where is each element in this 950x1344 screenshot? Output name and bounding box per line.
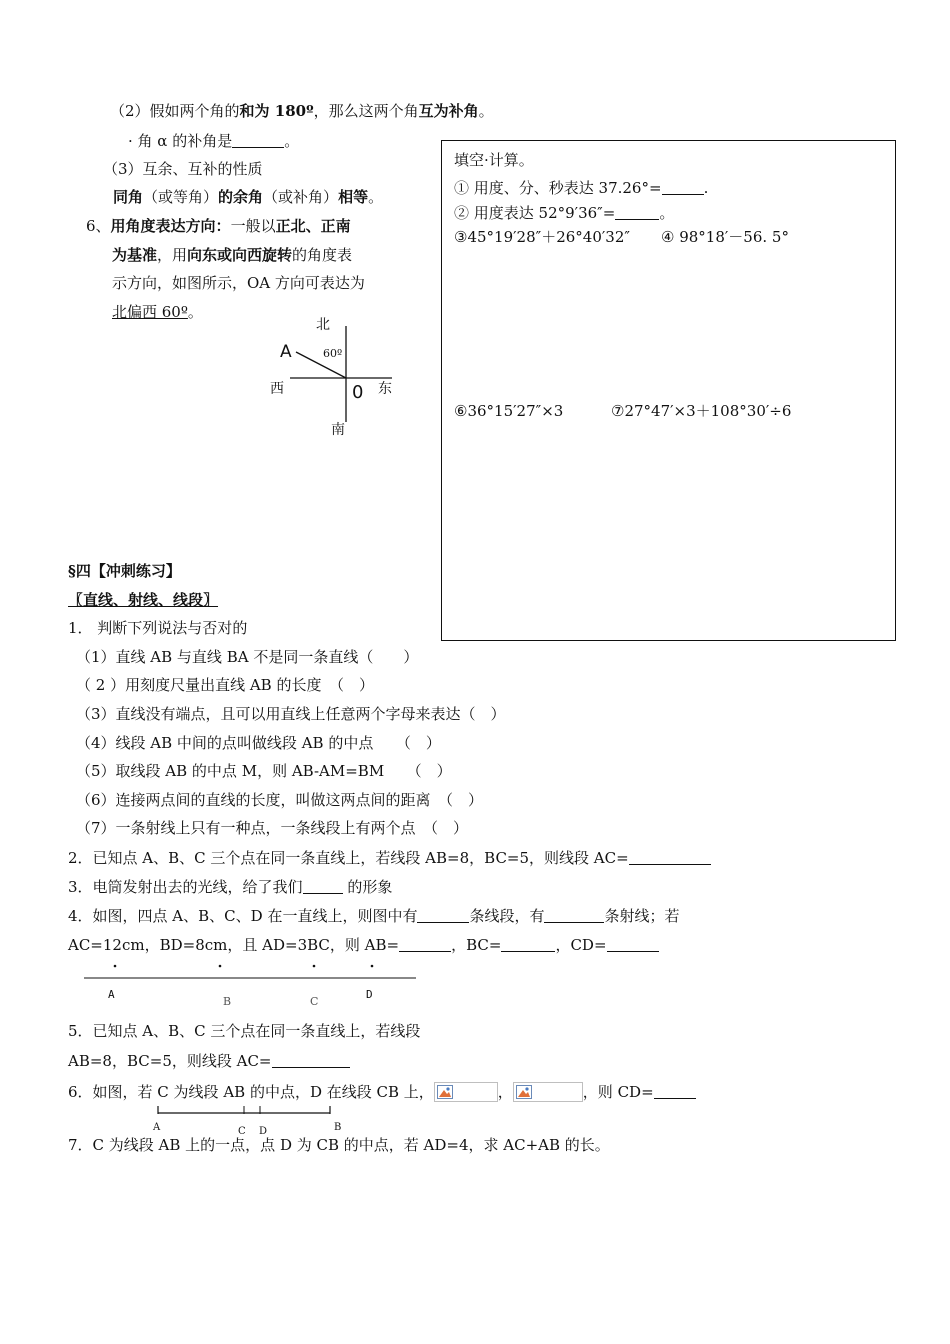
- q6-label-c: C: [238, 1126, 246, 1137]
- property-line: 同角（或等角）的余角（或补角）相等。: [113, 188, 384, 206]
- q1-item: （3）直线没有端点，且可以用直线上任意两个字母来表达（ ）: [76, 705, 506, 723]
- q6-label-d: D: [259, 1126, 268, 1137]
- q4-label-c: C: [310, 995, 319, 1008]
- q4-ab-blank[interactable]: [399, 937, 451, 952]
- item6-line1: 6、用角度表达方向：一般以正北、正南: [86, 217, 351, 235]
- box-q1: ① 用度、分、秒表达 37.26°= .: [454, 179, 709, 197]
- alpha-supplement-line: · 角 α 的补角是 。: [128, 132, 300, 150]
- item6-line2: 为基准，用向东或向西旋转的角度表: [112, 246, 353, 264]
- west-label: 西: [270, 381, 284, 397]
- box-q3: ③45°19′28″＋26°40′32″: [454, 228, 630, 246]
- item6-line3: 示方向，如图所示，OA 方向可表达为: [112, 274, 365, 292]
- box-q7: ⑦27°47′×3＋108°30′÷6: [611, 402, 792, 420]
- q4-point-d: [371, 965, 374, 968]
- north-label: 北: [316, 317, 330, 333]
- angle-label: 60º: [323, 347, 343, 360]
- q4-point-b: [219, 965, 222, 968]
- q2-blank[interactable]: [629, 850, 711, 865]
- broken-image-icon: [437, 1085, 453, 1099]
- alpha-blank[interactable]: [232, 133, 284, 148]
- q4-segments-blank[interactable]: [417, 908, 469, 923]
- question-7: 7．C 为线段 AB 上的一点，点 D 为 CB 的中点，若 AD=4，求 AC+AB 的长。: [68, 1136, 610, 1154]
- east-label: 东: [378, 381, 392, 397]
- question-4-line2: AC=12cm，BD=8cm，且 AD=3BC，则 AB= ，BC= ，CD=: [68, 937, 659, 953]
- question-3: 3．电筒发射出去的光线，给了我们 的形象: [68, 878, 393, 896]
- q4-line-diagram: [80, 960, 420, 984]
- box-title: 填空·计算。: [454, 151, 534, 169]
- section-title: §四【冲刺练习】: [68, 562, 181, 580]
- question-6: 6．如图，若 C 为线段 AB 的中点，D 在线段 CB 上， ， ，则 CD=: [68, 1082, 696, 1102]
- q4-cd-blank[interactable]: [607, 937, 659, 952]
- point-a-label: A: [280, 342, 292, 362]
- q1-item: （ 2 ）用刻度尺量出直线 AB 的长度 （ ）: [76, 676, 374, 694]
- box-q1-blank[interactable]: [662, 180, 704, 195]
- box-q2-blank[interactable]: [615, 205, 659, 220]
- section-subtitle: 〖直线、射线、线段〗: [68, 591, 219, 609]
- q1-item: （7）一条射线上只有一种点，一条线段上有两个点 （ ）: [76, 819, 469, 837]
- q6-blank[interactable]: [654, 1084, 696, 1099]
- q6-label-b: B: [334, 1122, 342, 1133]
- q5-blank[interactable]: [272, 1053, 350, 1068]
- box-q4: ④ 98°18′－56. 5°: [661, 228, 789, 246]
- formula-image-2: [513, 1082, 583, 1102]
- question-5-line1: 5．已知点 A、B、C 三个点在同一条直线上，若线段: [68, 1022, 421, 1040]
- q1-item: （6）连接两点间的直线的长度，叫做这两点间的距离 （ ）: [76, 791, 484, 809]
- box-q6: ⑥36°15′27″×3: [454, 402, 564, 420]
- question-2: 2．已知点 A、B、C 三个点在同一条直线上，若线段 AB=8，BC=5，则线段 AC=: [68, 850, 711, 866]
- q4-label-b: B: [223, 995, 232, 1008]
- q4-point-a: [114, 965, 117, 968]
- q1-item: （5）取线段 AB 的中点 M，则 AB-AM=BM （ ）: [76, 762, 452, 780]
- q6-label-a: A: [153, 1122, 161, 1133]
- q4-rays-blank[interactable]: [544, 908, 604, 923]
- item2-line: （2）假如两个角的和为 180º，那么这两个角互为补角。: [110, 102, 494, 120]
- direction-answer: 北偏西 60º: [112, 303, 188, 321]
- q3-blank[interactable]: [303, 879, 343, 894]
- question-1: 1． 判断下列说法与否对的: [68, 619, 248, 637]
- q6-segment-diagram: [152, 1103, 337, 1117]
- q1-item: （4）线段 AB 中间的点叫做线段 AB 的中点 （ ）: [76, 734, 441, 752]
- q4-point-c: [313, 965, 316, 968]
- q4-label-a: A: [108, 988, 115, 1001]
- south-label: 南: [331, 422, 345, 438]
- item6-line4: 北偏西 60º。: [112, 303, 203, 321]
- broken-image-icon: [516, 1085, 532, 1099]
- item3-line: （3）互余、互补的性质: [103, 160, 263, 178]
- box-q2: ② 用度表达 52°9′36″= 。: [454, 204, 675, 222]
- q1-item: （1）直线 AB 与直线 BA 不是同一条直线（ ）: [76, 648, 419, 666]
- origin-label: 0: [352, 382, 364, 403]
- question-5-line2: AB=8，BC=5，则线段 AC=: [68, 1053, 350, 1069]
- formula-image-1: [434, 1082, 498, 1102]
- question-4-line1: 4．如图，四点 A、B、C、D 在一直线上，则图中有 条线段，有 条射线；若: [68, 907, 680, 925]
- q4-bc-blank[interactable]: [501, 937, 555, 952]
- q4-label-d: D: [366, 988, 373, 1001]
